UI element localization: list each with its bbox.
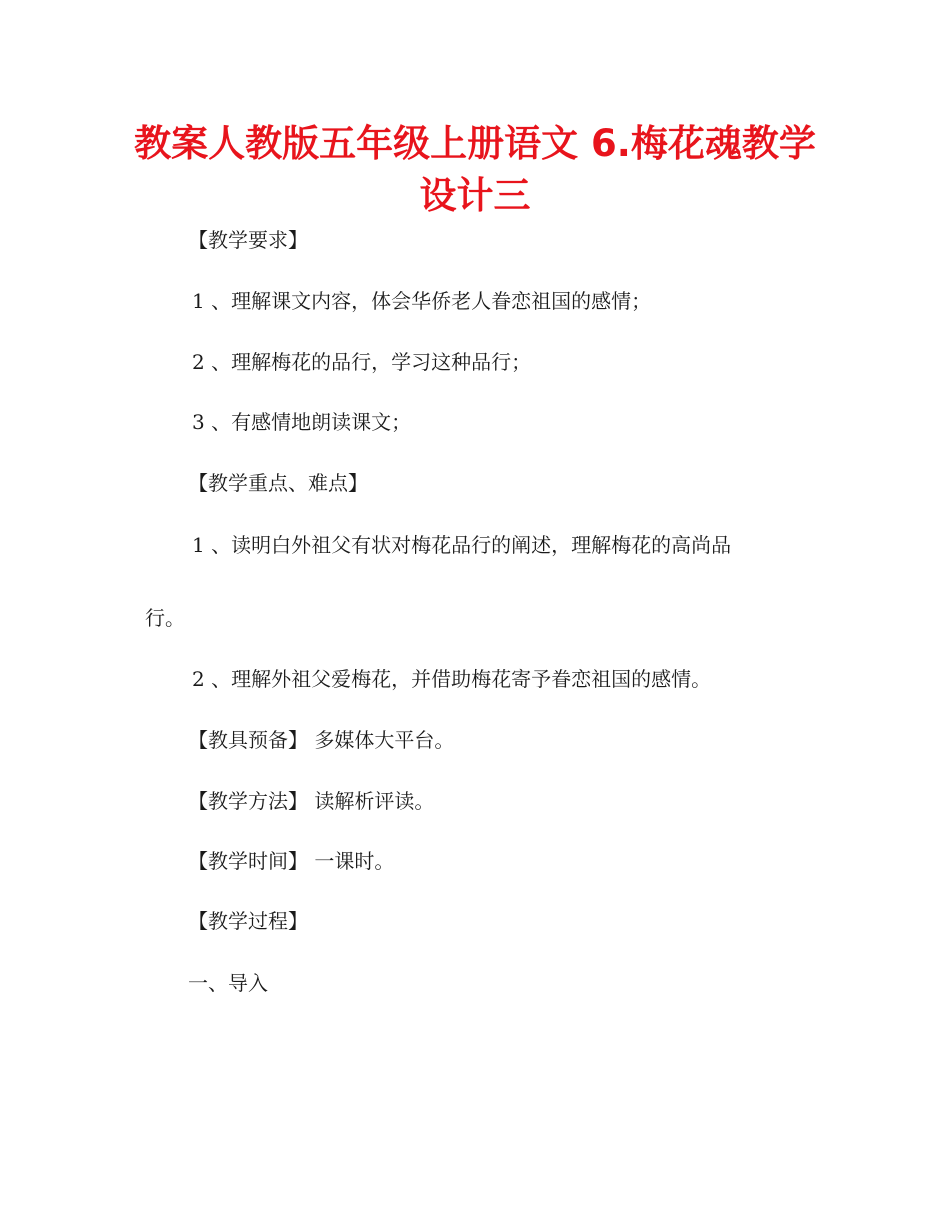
section-heading-key-points: 【教学重点、难点】 [188,471,368,495]
requirement-item-2: 2 、理解梅花的品行，学习这种品行； [192,350,532,374]
teaching-aids: 【教具预备】 多媒体大平台。 [188,728,455,752]
key-point-item-1: 1 、读明白外祖父有状对梅花品行的阐述，理解梅花的高尚品 [192,533,732,557]
section-heading-process: 【教学过程】 [188,909,308,933]
section-heading-requirements: 【教学要求】 [188,228,308,252]
requirement-item-3: 3 、有感情地朗读课文； [192,410,412,434]
title-line-1: 教案人教版五年级上册语文 6.梅花魂教学 [134,122,816,165]
key-point-item-1-continued: 行。 [145,606,185,630]
document-title [130,118,820,222]
process-step-1: 一、导入 [188,971,268,995]
teaching-method: 【教学方法】 读解析评读。 [188,789,435,813]
requirement-item-1: 1 、理解课文内容，体会华侨老人眷恋祖国的感情； [192,289,652,313]
key-point-item-2: 2 、理解外祖父爱梅花，并借助梅花寄予眷恋祖国的感情。 [192,667,712,691]
teaching-time: 【教学时间】 一课时。 [188,849,395,873]
title-line-2: 设计三 [419,174,531,217]
